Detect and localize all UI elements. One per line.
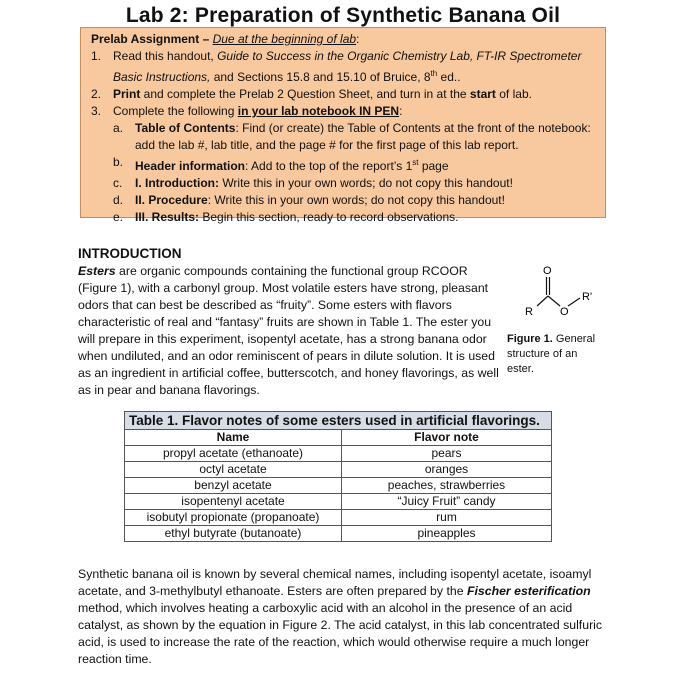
subitem-letter: c. (113, 176, 123, 190)
prelab-item (91, 48, 595, 86)
text-run: page (418, 159, 449, 173)
page-title: Lab 2: Preparation of Synthetic Banana Oil (125, 4, 561, 27)
text-run: Write this in your own words; do not copy this handout! (218, 176, 513, 190)
ester-name-cell: propyl acetate (ethanoate) (125, 446, 342, 462)
text-run: Print (113, 87, 141, 101)
ester-structure-diagram (510, 262, 600, 326)
text-run: Complete the following (113, 104, 238, 118)
text-run: are organic compounds containing the functional group RCOOR (Figure 1), with a carbonyl group. Most volatile esters have strong, pleasant odors that can best be described as “fruity”. Some esters with flavors characteristic of real and “fantasy” fruits are shown in Table 1. The ester you will prepare in this experiment, isopentyl acetate, has a strong banana odor when undiluted, and an odor reminiscent of pears in dilute solution. It is used as an ingredient in artificial coffee, butterscotch, and honey flavorings, as well as in pear and banana flavorings. (78, 264, 499, 397)
table-row (125, 494, 552, 510)
bond-r-c (537, 296, 548, 306)
prelab-subitem (91, 175, 595, 192)
text-run: ed.. (437, 70, 461, 84)
text-run: Table of Contents (135, 121, 236, 135)
flavor-note-cell: “Juicy Fruit” candy (342, 494, 552, 510)
r-group-label: R (525, 306, 533, 318)
introduction-heading: INTRODUCTION (78, 246, 182, 261)
column-header-flavor-note: Flavor note (342, 430, 552, 446)
text-run: st (412, 158, 419, 167)
item-text (113, 103, 402, 120)
subitem-text (135, 209, 459, 226)
text-run: of lab. (495, 87, 532, 101)
prelab-subitem (91, 209, 595, 226)
flavor-notes-table (124, 411, 552, 542)
ester-oxygen-label: O (560, 306, 569, 318)
text-run: : Add to the top of the report’s 1 (245, 159, 413, 173)
flavor-note-cell: rum (342, 510, 552, 526)
r-prime-group-label: R' (582, 291, 593, 303)
prelab-item (91, 103, 595, 120)
subitem-letter: d. (113, 193, 124, 207)
introduction-paragraph (78, 263, 502, 399)
subitem-text (135, 120, 595, 154)
table-caption: Table 1. Flavor notes of some esters used in artificial flavorings. (125, 412, 552, 430)
subitem-letter: a. (113, 121, 124, 135)
table-row (125, 478, 552, 494)
item-text (113, 48, 595, 86)
ester-name-cell: isobutyl propionate (propanoate) (125, 510, 342, 526)
ester-name-cell: isopentenyl acetate (125, 494, 342, 510)
text-run: Guide to Success in the Organic Chemistry Lab, FT-IR Spectrometer Basic Instructions, (113, 49, 582, 84)
text-run: method, which involves heating a carboxylic acid with an alcohol in the presence of an acid catalyst, as shown by the equation in Figure 2. The acid catalyst, in this lab concentrated sulfuric acid, is used to increase the rate of the reaction, which would otherwise require a much longer reaction time. (78, 601, 603, 666)
subitem-text (135, 192, 505, 209)
item-number: 1. (91, 49, 102, 63)
text-run: Read this handout, (113, 49, 218, 63)
column-header-name: Name (125, 430, 342, 446)
table-body (125, 446, 552, 542)
table-row (125, 446, 552, 462)
table-row (125, 510, 552, 526)
figure-1-caption: Figure 1. General structure of an ester. (507, 333, 596, 375)
flavor-note-cell: oranges (342, 462, 552, 478)
flavor-note-cell: pears (342, 446, 552, 462)
synthetic-banana-oil-paragraph (78, 566, 608, 668)
bond-o-rprime (568, 298, 580, 306)
prelab-items-list (91, 48, 595, 226)
text-run: Begin this section, ready to record observations. (199, 210, 459, 224)
text-run: : Find (or create) the Table of Contents at the front of the notebook: add the lab #, lab title, and the page # for the first page of this lab report. (135, 121, 591, 152)
flavor-note-cell: pineapples (342, 526, 552, 542)
ester-name-cell: octyl acetate (125, 462, 342, 478)
prelab-subitem (91, 120, 595, 154)
text-run: : (399, 104, 403, 118)
table-row (125, 526, 552, 542)
item-text (113, 86, 532, 103)
prelab-item (91, 86, 595, 103)
item-number: 2. (91, 87, 102, 101)
text-run: and Sections 15.8 and 15.10 of Bruice, 8 (210, 70, 431, 84)
text-run: th (430, 69, 438, 78)
bond-c-o (548, 296, 560, 306)
text-run: II. Procedure (135, 193, 208, 207)
flavor-note-cell: peaches, strawberries (342, 478, 552, 494)
text-run: III. Results: (135, 210, 200, 224)
text-run: Synthetic banana oil is known by several chemical names, including isopentyl acetate, isoamyl acetate, and 3-methylbutyl ethanoate. Esters are often prepared by the (78, 567, 592, 598)
prelab-assignment-box (80, 27, 606, 224)
prelab-subitem (91, 154, 595, 175)
ester-name-cell: benzyl acetate (125, 478, 342, 494)
text-run: Header information (135, 159, 246, 173)
text-run: start (469, 87, 496, 101)
ester-name-cell: ethyl butyrate (butanoate) (125, 526, 342, 542)
text-run: : Write this in your own words; do not copy this handout! (207, 193, 505, 207)
table-row (125, 462, 552, 478)
prelab-subitem (91, 192, 595, 209)
text-run: I. Introduction: (135, 176, 219, 190)
subitem-letter: e. (113, 210, 124, 224)
subitem-text (135, 175, 513, 192)
text-run: Fischer esterification (466, 584, 591, 598)
text-run: and complete the Prelab 2 Question Sheet, and turn in at the (140, 87, 470, 101)
text-run: Esters (78, 264, 116, 278)
text-run: in your lab notebook IN PEN (237, 104, 400, 118)
subitem-letter: b. (113, 155, 124, 169)
carbonyl-oxygen-label: O (543, 265, 552, 277)
item-number: 3. (91, 104, 102, 118)
prelab-heading: Prelab Assignment – Due at the beginning of lab: (91, 32, 360, 46)
subitem-text (135, 154, 449, 175)
